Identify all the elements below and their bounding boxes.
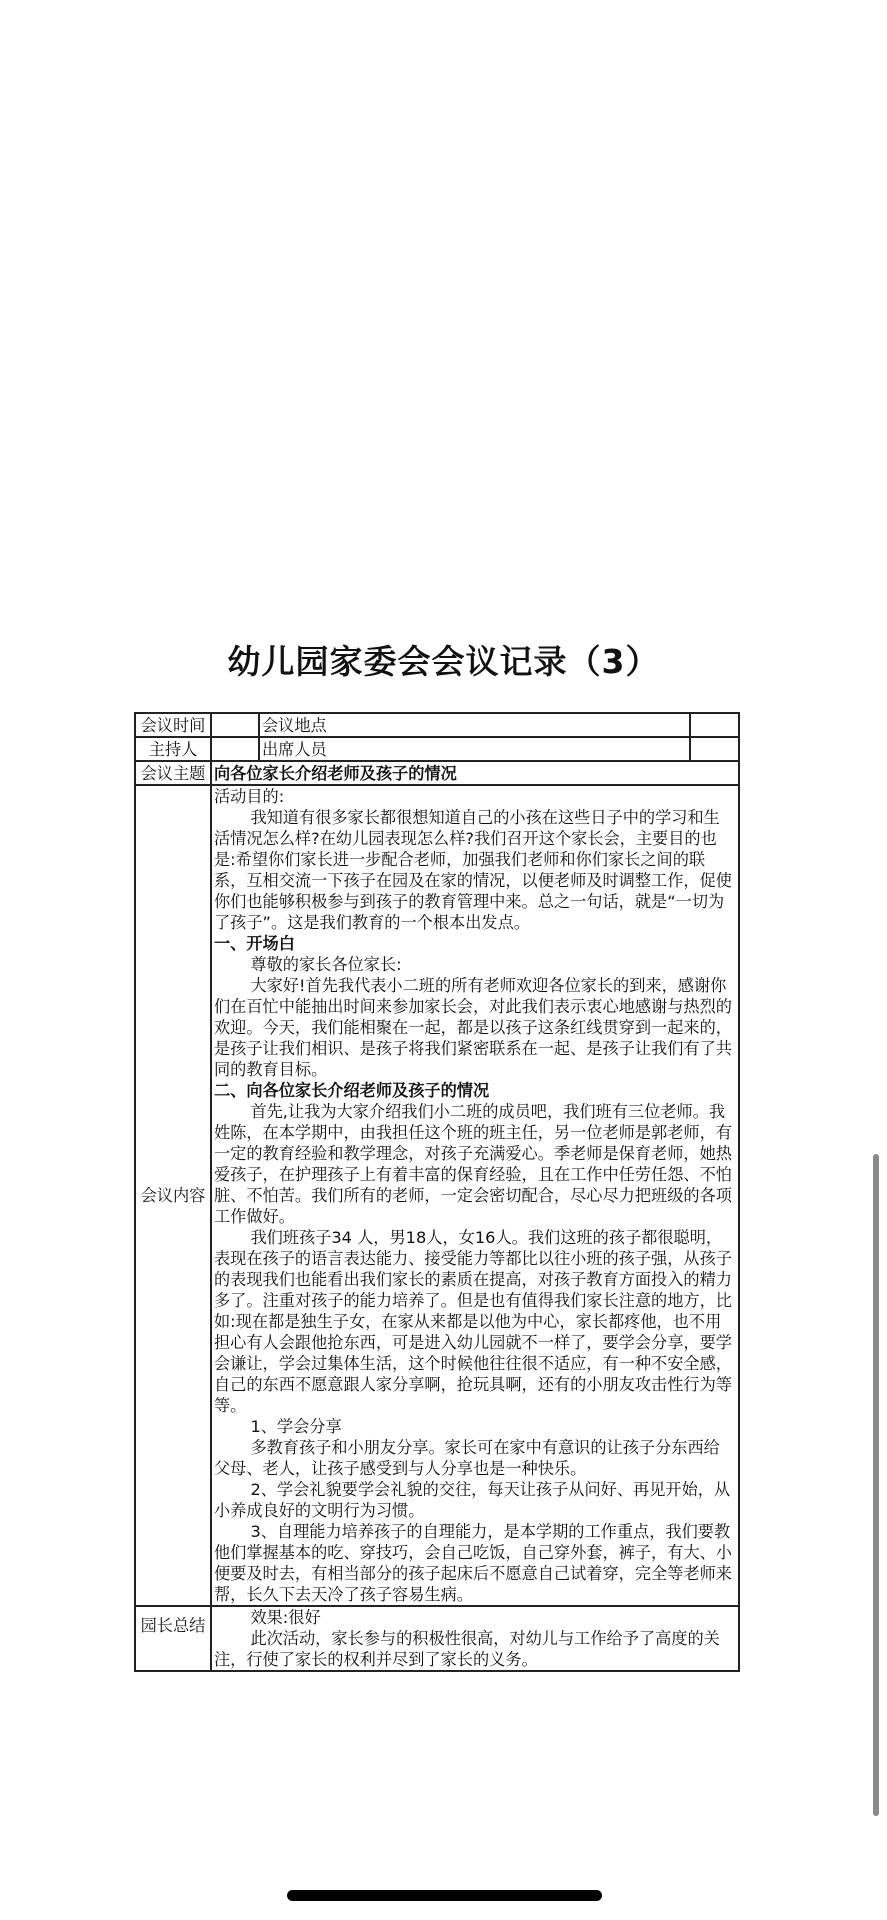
- section2-teachers: 首先,让我为大家介绍我们小二班的成员吧，我们班有三位老师。我姓陈，在本学期中，由我担任这个班的班主任，另一位老师是郭老师，有一定的教育经验和教学理念，对孩子充满爱心。季老师是保育老师，她热爱孩子，在护理孩子上有着丰富的保育经验，且在工作中任劳任怨、不怕脏、不怕苦。我们所有的老师，一定会密切配合，尽心尽力把班级的各项工作做好。: [214, 1102, 732, 1226]
- label-attendees: 出席人员: [259, 737, 690, 761]
- label-summary: 园长总结: [135, 1606, 211, 1671]
- value-topic: 向各位家长介绍老师及孩子的情况: [211, 761, 739, 785]
- row-time-place: [135, 713, 739, 737]
- value-attendees: [690, 737, 739, 761]
- item3-text: 3、自理能力培养孩子的自理能力，是本学期的工作重点，我们要教他们掌握基本的吃、穿技巧，会自己吃饭，自己穿外套，裤子，有大、小便要及时去，有相当部分的孩子起床后不愿意自己试着穿，完全等老师来帮，长久下去天冷了孩子容易生病。: [214, 1522, 732, 1604]
- document-title: 幼儿园家委会会议记录（3）: [227, 642, 660, 681]
- label-host: 主持人: [135, 737, 211, 761]
- row-content: [135, 785, 739, 1606]
- section1-greeting: 尊敬的家长各位家长:: [250, 955, 402, 974]
- value-meeting-place: [690, 713, 739, 737]
- section1-text: 大家好!首先我代表小二班的所有老师欢迎各位家长的到来，感谢你们在百忙中能抽出时间来参加家长会，对此我们表示衷心地感谢与热烈的欢迎。今天，我们能相聚在一起，都是以孩子这条红线贯穿到一起来的，是孩子让我们相识、是孩子将我们紧密联系在一起、是孩子让我们有了共同的教育目标。: [214, 976, 732, 1079]
- summary-body: [211, 1606, 739, 1671]
- value-meeting-time: [211, 713, 259, 737]
- row-summary: [135, 1606, 739, 1671]
- row-topic: [135, 761, 739, 785]
- row-host-attendees: [135, 737, 739, 761]
- label-topic: 会议主题: [135, 761, 211, 785]
- item2-text: 2、学会礼貌要学会礼貌的交往，每天让孩子从问好、再见开始，从小养成良好的文明行为习惯。: [214, 1480, 731, 1520]
- purpose-heading: 活动目的:: [214, 787, 285, 806]
- section1-heading: 一、开场白: [214, 934, 295, 953]
- vertical-scrollbar[interactable]: [873, 1154, 879, 1816]
- value-host: [211, 737, 259, 761]
- label-content: 会议内容: [135, 785, 211, 1606]
- section2-children: 我们班孩子34 人，男18人，女16人。我们这班的孩子都很聪明，表现在孩子的语言表达能力、接受能力等都比以往小班的孩子强，从孩子的表现我们也能看出我们家长的素质在提高，对孩子教育方面投入的精力多了。注重对孩子的能力培养了。但是也有值得我们家长注意的地方，比如:现在都是独生子女，在家从来都是以他为中心，家长都疼他，也不用担心有人会跟他抢东西，可是进入幼儿园就不一样了，要学会分享，要学会谦让，学会过集体生活，这个时候他往往很不适应，有一种不安全感，自己的东西不愿意跟人家分享啊，抢玩具啊，还有的小朋友攻击性行为等等。: [214, 1228, 732, 1415]
- home-indicator[interactable]: [287, 1890, 602, 1901]
- label-meeting-place: 会议地点: [259, 713, 690, 737]
- content-body: [211, 785, 739, 1606]
- item1-heading: 1、学会分享: [250, 1417, 342, 1436]
- summary-effect: 效果:很好: [250, 1608, 321, 1627]
- summary-text: 此次活动，家长参与的积极性很高，对幼儿与工作给予了高度的关注，行使了家长的权利并尽到了家长的义务。: [214, 1629, 720, 1669]
- section2-heading: 二、向各位家长介绍老师及孩子的情况: [214, 1081, 490, 1100]
- item1-text: 多教育孩子和小朋友分享。家长可在家中有意识的让孩子分东西给父母、老人，让孩子感受到与人分享也是一种快乐。: [214, 1438, 720, 1478]
- purpose-text: 我知道有很多家长都很想知道自己的小孩在这些日子中的学习和生活情况怎么样?在幼儿园表现怎么样?我们召开这个家长会，主要目的也是:希望你们家长进一步配合老师，加强我们老师和你们家长之间的联系，互相交流一下孩子在园及在家的情况，以便老师及时调整工作，促使你们也能够积极参与到孩子的教育管理中来。总之一句话，就是“一切为了孩子”。这是我们教育的一个根本出发点。: [214, 808, 732, 932]
- meeting-record-table: [134, 712, 740, 1672]
- label-meeting-time: 会议时间: [135, 713, 211, 737]
